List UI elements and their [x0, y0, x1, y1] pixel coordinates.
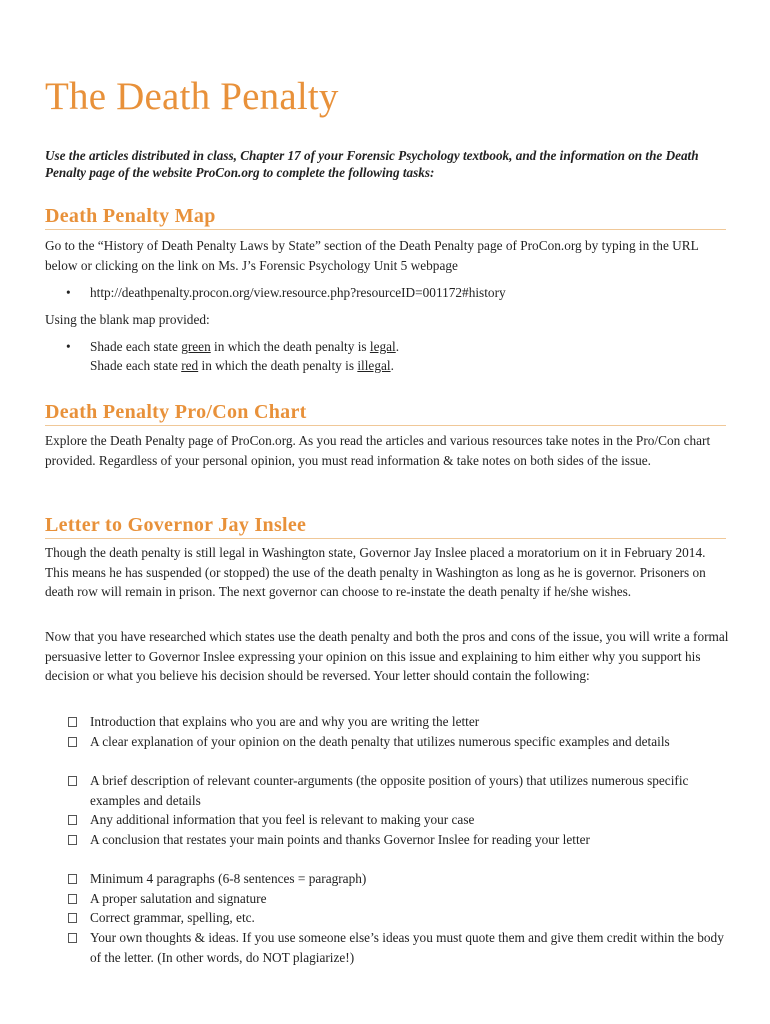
checklist-item: Any additional information that you feel is relevant to making your case	[90, 812, 475, 827]
checklist-item: Your own thoughts & ideas. If you use someone else’s ideas you must quote them and give them credit within the body of the letter. (In other words, do NOT plagiarize!)	[90, 930, 724, 965]
bullet-icon: •	[66, 285, 71, 300]
checkbox-icon	[68, 815, 77, 825]
checklist-item: Minimum 4 paragraphs (6-8 sentences = paragraph)	[90, 871, 367, 886]
bullet-icon: •	[66, 339, 71, 354]
checklist-item: Introduction that explains who you are and why you are writing the letter	[90, 714, 480, 729]
checkbox-icon	[68, 737, 77, 747]
checklist-item: A brief description of relevant counter-arguments (the opposite position of yours) that utilizes numerous specific examples and details	[90, 773, 689, 808]
intro-instructions: Use the articles distributed in class, Chapter 17 of your Forensic Psychology textbook, and the information on the Death Penalty page of the website ProCon.org to complete the following tasks:	[45, 148, 699, 180]
checkbox-icon	[68, 835, 77, 845]
map-intro: Using the blank map provided:	[45, 312, 210, 327]
history-url-link[interactable]: http://deathpenalty.procon.org/view.resource.php?resourceID=001172#history	[90, 285, 506, 300]
checkbox-icon	[68, 894, 77, 904]
letter-paragraph-1: Though the death penalty is still legal in Washington state, Governor Jay Inslee placed a moratorium on it in February 2014. This means he has suspended (or stopped) the use of the death penalty in Washington as long as he is governor. Prisoners on death row will remain in prison. The next governor can choose to re-instate the death penalty if he/she wishes.	[45, 545, 706, 599]
checkbox-icon	[68, 933, 77, 943]
checklist-item: A clear explanation of your opinion on the death penalty that utilizes numerous specific examples and details	[90, 734, 670, 749]
checklist-item: A conclusion that restates your main points and thanks Governor Inslee for reading your letter	[90, 832, 590, 847]
page-title: The Death Penalty	[45, 75, 339, 118]
checkbox-icon	[68, 776, 77, 786]
heading-pro-con-chart: Death Penalty Pro/Con Chart	[45, 401, 726, 426]
shade-instruction-green: Shade each state green in which the death penalty is legal.	[90, 339, 400, 354]
shade-instruction-red: Shade each state red in which the death penalty is illegal.	[90, 358, 394, 373]
map-paragraph: Go to the “History of Death Penalty Laws by State” section of the Death Penalty page of ProCon.org by typing in the URL below or clicking on the link on Ms. J’s Forensic Psychology Unit 5 webpage	[45, 238, 699, 273]
heading-letter-to-governor: Letter to Governor Jay Inslee	[45, 514, 726, 539]
heading-death-penalty-map: Death Penalty Map	[45, 205, 726, 230]
letter-paragraph-2: Now that you have researched which states use the death penalty and both the pros and cons of the issue, you will write a formal persuasive letter to Governor Inslee expressing your opinion on this issue and explaining to him either why you support his decision or what you believe his decision should be reversed. Your letter should contain the following:	[45, 629, 729, 683]
chart-paragraph: Explore the Death Penalty page of ProCon.org. As you read the articles and various resources take notes in the Pro/Con chart provided. Regardless of your personal opinion, you must read information & take notes on both sides of the issue.	[45, 433, 711, 468]
checkbox-icon	[68, 913, 77, 923]
checkbox-icon	[68, 717, 77, 727]
checklist-item: A proper salutation and signature	[90, 891, 267, 906]
checkbox-icon	[68, 874, 77, 884]
checklist-item: Correct grammar, spelling, etc.	[90, 910, 255, 925]
